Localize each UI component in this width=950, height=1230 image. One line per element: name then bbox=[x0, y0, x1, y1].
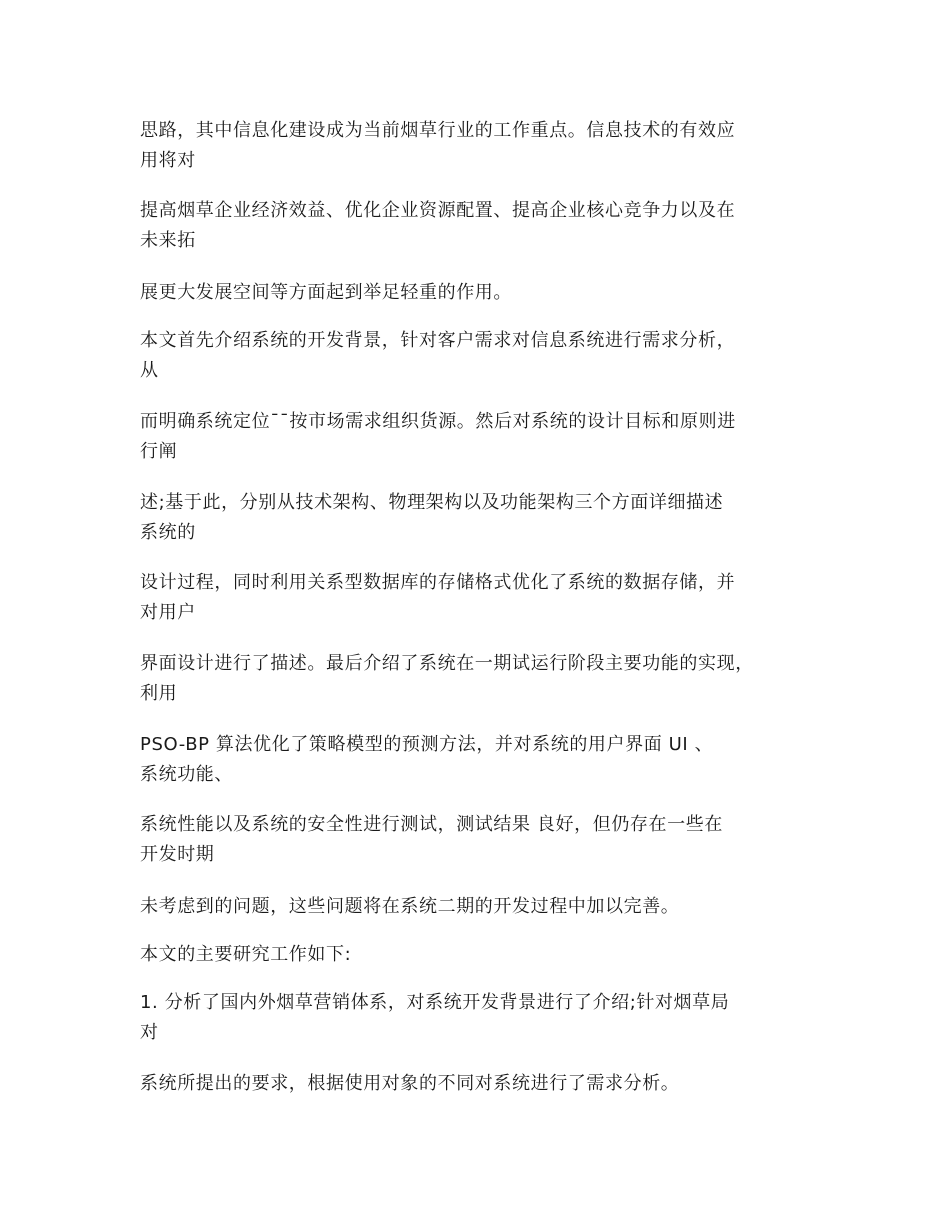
paragraph-line: 系统的 bbox=[140, 522, 196, 543]
paragraph-10 bbox=[140, 810, 840, 870]
paragraph-line: 系统所提出的要求，根据使用对象的不同对系统进行了需求分析。 bbox=[140, 1073, 680, 1094]
paragraph-line: 述;基于此，分别从技术架构、物理架构以及功能架构三个方面详细描述 bbox=[140, 492, 724, 513]
paragraph-line: 系统性能以及系统的安全性进行测试，测试结果 良好，但仍存在一些在 bbox=[140, 814, 723, 835]
paragraph-11 bbox=[140, 892, 840, 922]
paragraph-6 bbox=[140, 488, 840, 548]
paragraph-2 bbox=[140, 196, 840, 256]
paragraph-8 bbox=[140, 649, 840, 709]
paragraph-line: 对用户 bbox=[140, 602, 196, 623]
paragraph-line: PSO-BP 算法优化了策略模型的预测方法，并对系统的用户界面 UI 、 bbox=[140, 734, 714, 755]
paragraph-line: 对 bbox=[140, 1022, 159, 1043]
paragraph-line: 本文首先介绍系统的开发背景，针对客户需求对信息系统进行需求分析， bbox=[140, 330, 736, 351]
paragraph-line: 系统功能、 bbox=[140, 764, 233, 785]
paragraph-line: 而明确系统定位¯¯按市场需求组织货源。然后对系统的设计目标和原则进 bbox=[140, 411, 736, 432]
paragraph-line: 思路，其中信息化建设成为当前烟草行业的工作重点。信息技术的有效应 bbox=[140, 120, 736, 141]
paragraph-line: 本文的主要研究工作如下: bbox=[140, 944, 352, 965]
paragraph-4 bbox=[140, 326, 840, 386]
paragraph-13 bbox=[140, 988, 840, 1048]
paragraph-line: 利用 bbox=[140, 683, 178, 704]
paragraph-line: 从 bbox=[140, 360, 159, 381]
paragraph-line: 未来拓 bbox=[140, 230, 196, 251]
paragraph-line: 用将对 bbox=[140, 150, 196, 171]
paragraph-line: 界面设计进行了描述。最后介绍了系统在一期试运行阶段主要功能的实现， bbox=[140, 653, 754, 674]
paragraph-12 bbox=[140, 940, 840, 970]
paragraph-line: 开发时期 bbox=[140, 844, 215, 865]
paragraph-3 bbox=[140, 278, 840, 308]
paragraph-line: 展更大发展空间等方面起到举足轻重的作用。 bbox=[140, 282, 512, 303]
paragraph-line: 1. 分析了国内外烟草营销体系，对系统开发背景进行了介绍;针对烟草局 bbox=[140, 992, 730, 1013]
paragraph-9 bbox=[140, 730, 840, 790]
paragraph-14 bbox=[140, 1069, 840, 1099]
paragraph-7 bbox=[140, 568, 840, 628]
paragraph-line: 提高烟草企业经济效益、优化企业资源配置、提高企业核心竞争力以及在 bbox=[140, 200, 736, 221]
paragraph-line: 设计过程，同时利用关系型数据库的存储格式优化了系统的数据存储，并 bbox=[140, 572, 736, 593]
paragraph-1 bbox=[140, 116, 840, 176]
paragraph-line: 未考虑到的问题，这些问题将在系统二期的开发过程中加以完善。 bbox=[140, 896, 680, 917]
paragraph-line: 行阐 bbox=[140, 441, 178, 462]
paragraph-5 bbox=[140, 407, 840, 467]
